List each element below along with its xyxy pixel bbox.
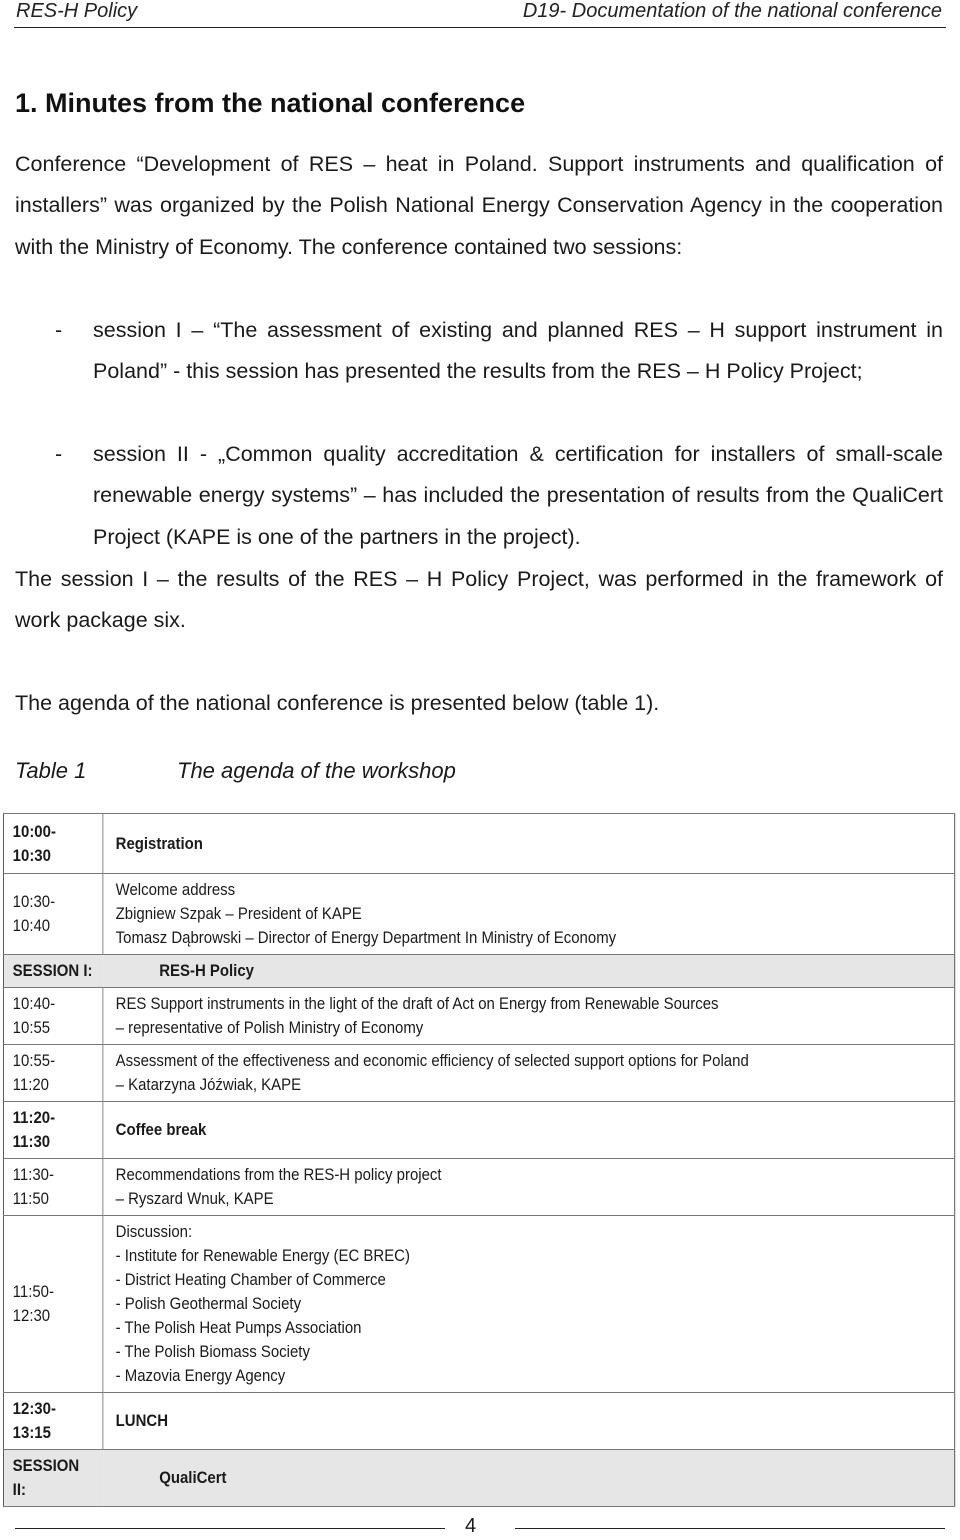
session-row	[3, 955, 954, 988]
table-caption-label: Table 1	[15, 758, 87, 783]
page-number: 4	[465, 1515, 477, 1537]
table-row	[3, 1102, 954, 1159]
section-heading: 1. Minutes from the national conference	[15, 88, 526, 118]
time-cell	[3, 874, 102, 955]
time-start: 11:50-	[12, 1282, 54, 1301]
time-end: 11:30	[12, 1132, 51, 1151]
time-end: 10:55	[12, 1018, 51, 1037]
session-title-text: QualiCert	[159, 1468, 227, 1487]
agenda-table	[3, 813, 955, 1507]
time-start: 11:30-	[12, 1165, 54, 1184]
table-row	[3, 1216, 954, 1393]
agenda-line: LUNCH	[115, 1411, 168, 1430]
agenda-item	[103, 1216, 955, 1393]
time-end: 11:50	[12, 1189, 50, 1208]
agenda-line: Recommendations from the RES-H policy project	[115, 1165, 442, 1184]
header-document-title: D19- Documentation of the national conference	[522, 0, 942, 22]
page-header	[0, 0, 960, 26]
header-project-name: RES-H Policy	[16, 0, 138, 22]
time-cell	[3, 814, 102, 874]
agenda-item	[103, 1159, 955, 1216]
time-cell	[3, 1216, 102, 1393]
session-row	[3, 1450, 954, 1507]
agenda-line: - Institute for Renewable Energy (EC BREC)	[115, 1246, 410, 1265]
agenda-line: – representative of Polish Ministry of Economy	[115, 1018, 424, 1037]
list-item-text: session I – “The assessment of existing and planned RES – H support instrument in Poland” - this session has presented the results from the RES – H Policy Project;	[93, 318, 943, 384]
time-cell	[3, 988, 102, 1045]
table-row	[3, 814, 954, 874]
time-end: 12:30	[12, 1306, 51, 1325]
agenda-line: - The Polish Biomass Society	[115, 1342, 310, 1361]
agenda-line: - Polish Geothermal Society	[115, 1294, 302, 1313]
list-bullet: -	[55, 442, 63, 466]
list-item-text: session II - „Common quality accreditation & certification for installers of small-scale renewable energy systems” – has included the presentation of results from the QualiCert Project (KAPE is one of the partners in the project).	[93, 442, 943, 549]
time-end: 10:30	[12, 845, 51, 865]
time-start: 10:00-	[12, 821, 56, 841]
agenda-line: – Ryszard Wnuk, KAPE	[115, 1189, 274, 1208]
session-note-paragraph: The session I – the results of the RES – H Policy Project, was performed in the framework of work package six.	[15, 567, 943, 633]
table-row	[3, 988, 954, 1045]
session-label: SESSION II:	[3, 1450, 102, 1507]
header-divider	[14, 27, 946, 28]
agenda-line: Registration	[115, 833, 203, 853]
agenda-item	[103, 874, 955, 955]
table-row	[3, 874, 954, 955]
agenda-line: - The Polish Heat Pumps Association	[115, 1318, 362, 1337]
time-end: 11:20	[12, 1075, 50, 1094]
time-start: 10:40-	[12, 994, 56, 1013]
table-row	[3, 1393, 954, 1450]
agenda-line: - Mazovia Energy Agency	[115, 1366, 286, 1385]
time-cell	[3, 1159, 102, 1216]
session-label: SESSION I:	[3, 955, 102, 988]
agenda-line: Welcome address	[115, 880, 236, 899]
agenda-line: - District Heating Chamber of Commerce	[115, 1270, 386, 1289]
session-title-text: RES-H Policy	[159, 961, 254, 980]
time-start: 10:55-	[12, 1051, 56, 1070]
table-row	[3, 1159, 954, 1216]
time-start: 10:30-	[12, 892, 56, 911]
agenda-line: Tomasz Dąbrowski – Director of Energy Department In Ministry of Economy	[115, 928, 617, 947]
time-start: 12:30-	[12, 1399, 56, 1418]
agenda-item	[103, 1393, 955, 1450]
list-bullet: -	[55, 318, 63, 342]
table-row	[3, 1045, 954, 1102]
agenda-line: Coffee break	[115, 1120, 207, 1139]
agenda-line: – Katarzyna Jóźwiak, KAPE	[115, 1075, 302, 1094]
agenda-item	[103, 814, 955, 874]
agenda-intro-paragraph: The agenda of the national conference is presented below (table 1).	[15, 691, 660, 715]
time-cell	[3, 1393, 102, 1450]
agenda-item	[103, 988, 955, 1045]
agenda-line: RES Support instruments in the light of the draft of Act on Energy from Renewable Sources	[115, 994, 719, 1013]
time-cell	[3, 1045, 102, 1102]
footer-divider-right	[515, 1528, 945, 1529]
time-end: 10:40	[12, 916, 51, 935]
session-title	[103, 955, 955, 988]
session-title	[103, 1450, 955, 1507]
agenda-line: Zbigniew Szpak – President of KAPE	[115, 904, 362, 923]
intro-paragraph: Conference “Development of RES – heat in Poland. Support instruments and qualification of installers” was organized by the Polish National Energy Conservation Agency in the cooperation with the Ministry of Economy. The conference contained two sessions:	[15, 152, 943, 259]
time-start: 11:20-	[12, 1108, 56, 1127]
footer-divider-left	[15, 1528, 445, 1529]
agenda-line: Assessment of the effectiveness and economic efficiency of selected support options for Poland	[115, 1051, 749, 1070]
agenda-line: Discussion:	[115, 1222, 193, 1241]
table-caption-title: The agenda of the workshop	[177, 758, 456, 783]
time-cell	[3, 1102, 102, 1159]
agenda-item	[103, 1045, 955, 1102]
agenda-item	[103, 1102, 955, 1159]
time-end: 13:15	[12, 1423, 51, 1442]
